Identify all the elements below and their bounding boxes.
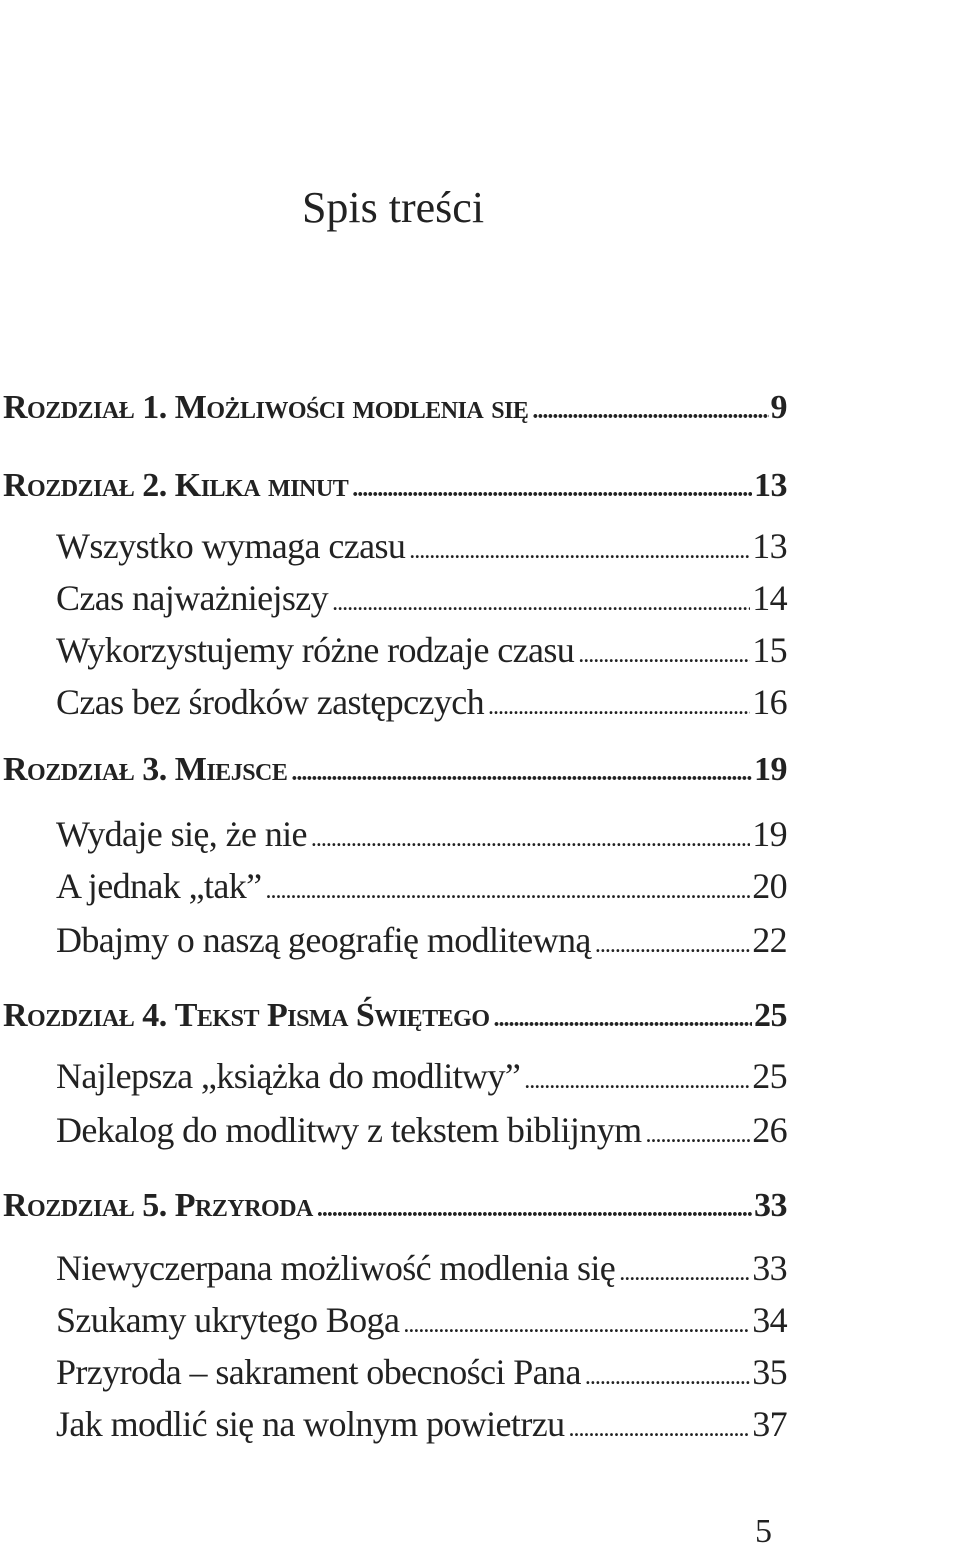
toc-section xyxy=(56,1298,787,1347)
dot-leader xyxy=(569,1402,751,1451)
toc-section xyxy=(56,918,787,967)
toc-entry-label: Czas najważniejszy xyxy=(56,578,329,618)
dot-leader xyxy=(311,812,750,861)
toc-entry-page: 14 xyxy=(752,578,787,618)
toc-entry-page: 35 xyxy=(752,1352,787,1392)
dot-leader xyxy=(332,576,750,625)
dot-leader xyxy=(619,1246,750,1295)
toc-entry-label: Rozdział 5. Przyroda xyxy=(3,1187,313,1224)
toc-chapter-5 xyxy=(3,1184,787,1231)
toc-entry-page: 19 xyxy=(752,814,787,854)
toc-section xyxy=(56,524,787,573)
toc-section xyxy=(56,1402,787,1451)
toc-entry-page: 13 xyxy=(754,467,787,504)
toc-entry-page: 26 xyxy=(752,1110,787,1150)
toc-entry-page: 20 xyxy=(752,866,787,906)
dot-leader xyxy=(646,1108,751,1157)
toc-entry-page: 15 xyxy=(752,630,787,670)
toc-entry-label: Wydaje się, że nie xyxy=(56,814,307,854)
dot-leader xyxy=(595,918,750,967)
toc-chapter-3 xyxy=(3,748,787,795)
toc-entry-page: 19 xyxy=(754,751,787,788)
toc-entry-page: 22 xyxy=(752,920,787,960)
page-number: 5 xyxy=(755,1513,772,1550)
toc-entry-label: Dekalog do modlitwy z tekstem biblijnym xyxy=(56,1110,642,1150)
toc-entry-label: A jednak „tak” xyxy=(56,866,262,906)
toc-entry-page: 37 xyxy=(752,1404,787,1444)
toc-section xyxy=(56,1350,787,1399)
toc-entry-page: 9 xyxy=(770,389,787,426)
toc-entry-label: Rozdział 4. Tekst Pisma Świętego xyxy=(3,997,490,1034)
toc-entry-label: Przyroda – sakrament obecności Pana xyxy=(56,1352,581,1392)
toc-entry-page: 33 xyxy=(754,1187,787,1224)
dot-leader xyxy=(578,628,750,677)
toc-entry-label: Dbajmy o naszą geografię modlitewną xyxy=(56,920,591,960)
toc-entry-label: Jak modlić się na wolnym powietrzu xyxy=(56,1404,565,1444)
toc-section xyxy=(56,576,787,625)
dot-leader xyxy=(585,1350,750,1399)
dot-leader xyxy=(352,464,752,511)
dot-leader xyxy=(403,1298,750,1347)
toc-section xyxy=(56,680,787,729)
dot-leader xyxy=(488,680,750,729)
toc-entry-label: Rozdział 2. Kilka minut xyxy=(3,467,349,504)
toc-entry-page: 33 xyxy=(752,1248,787,1288)
toc-section xyxy=(56,1246,787,1295)
dot-leader xyxy=(409,524,750,573)
dot-leader xyxy=(524,1054,750,1103)
toc-entry-page: 25 xyxy=(754,997,787,1034)
toc-entry-page: 25 xyxy=(752,1056,787,1096)
toc-entry-label: Czas bez środków zastępczych xyxy=(56,682,485,722)
dot-leader xyxy=(317,1184,752,1231)
page-title: Spis treści xyxy=(301,183,485,232)
toc-section xyxy=(56,1054,787,1103)
toc-section xyxy=(56,812,787,861)
toc-entry-label: Rozdział 3. Miejsce xyxy=(3,751,288,788)
dot-leader xyxy=(532,386,768,433)
dot-leader xyxy=(291,748,752,795)
toc-entry-label: Wykorzystujemy różne rodzaje czasu xyxy=(56,630,575,670)
toc-entry-page: 16 xyxy=(752,682,787,722)
toc-entry-label: Szukamy ukrytego Boga xyxy=(56,1300,400,1340)
toc-chapter-1 xyxy=(3,386,787,433)
toc-entry-label: Wszystko wymaga czasu xyxy=(56,526,406,566)
toc-entry-page: 34 xyxy=(752,1300,787,1340)
toc-chapter-4 xyxy=(3,994,787,1041)
toc-entry-page: 13 xyxy=(752,526,787,566)
toc-entry-label: Najlepsza „książka do modlitwy” xyxy=(56,1056,521,1096)
toc-section xyxy=(56,628,787,677)
toc-entry-label: Niewyczerpana możliwość modlenia się xyxy=(56,1248,616,1288)
dot-leader xyxy=(494,994,752,1041)
toc-section xyxy=(56,1108,787,1157)
toc-chapter-2 xyxy=(3,464,787,511)
toc-entry-label: Rozdział 1. Możliwości modlenia się xyxy=(3,389,529,426)
dot-leader xyxy=(266,864,751,913)
toc-section xyxy=(56,864,787,913)
